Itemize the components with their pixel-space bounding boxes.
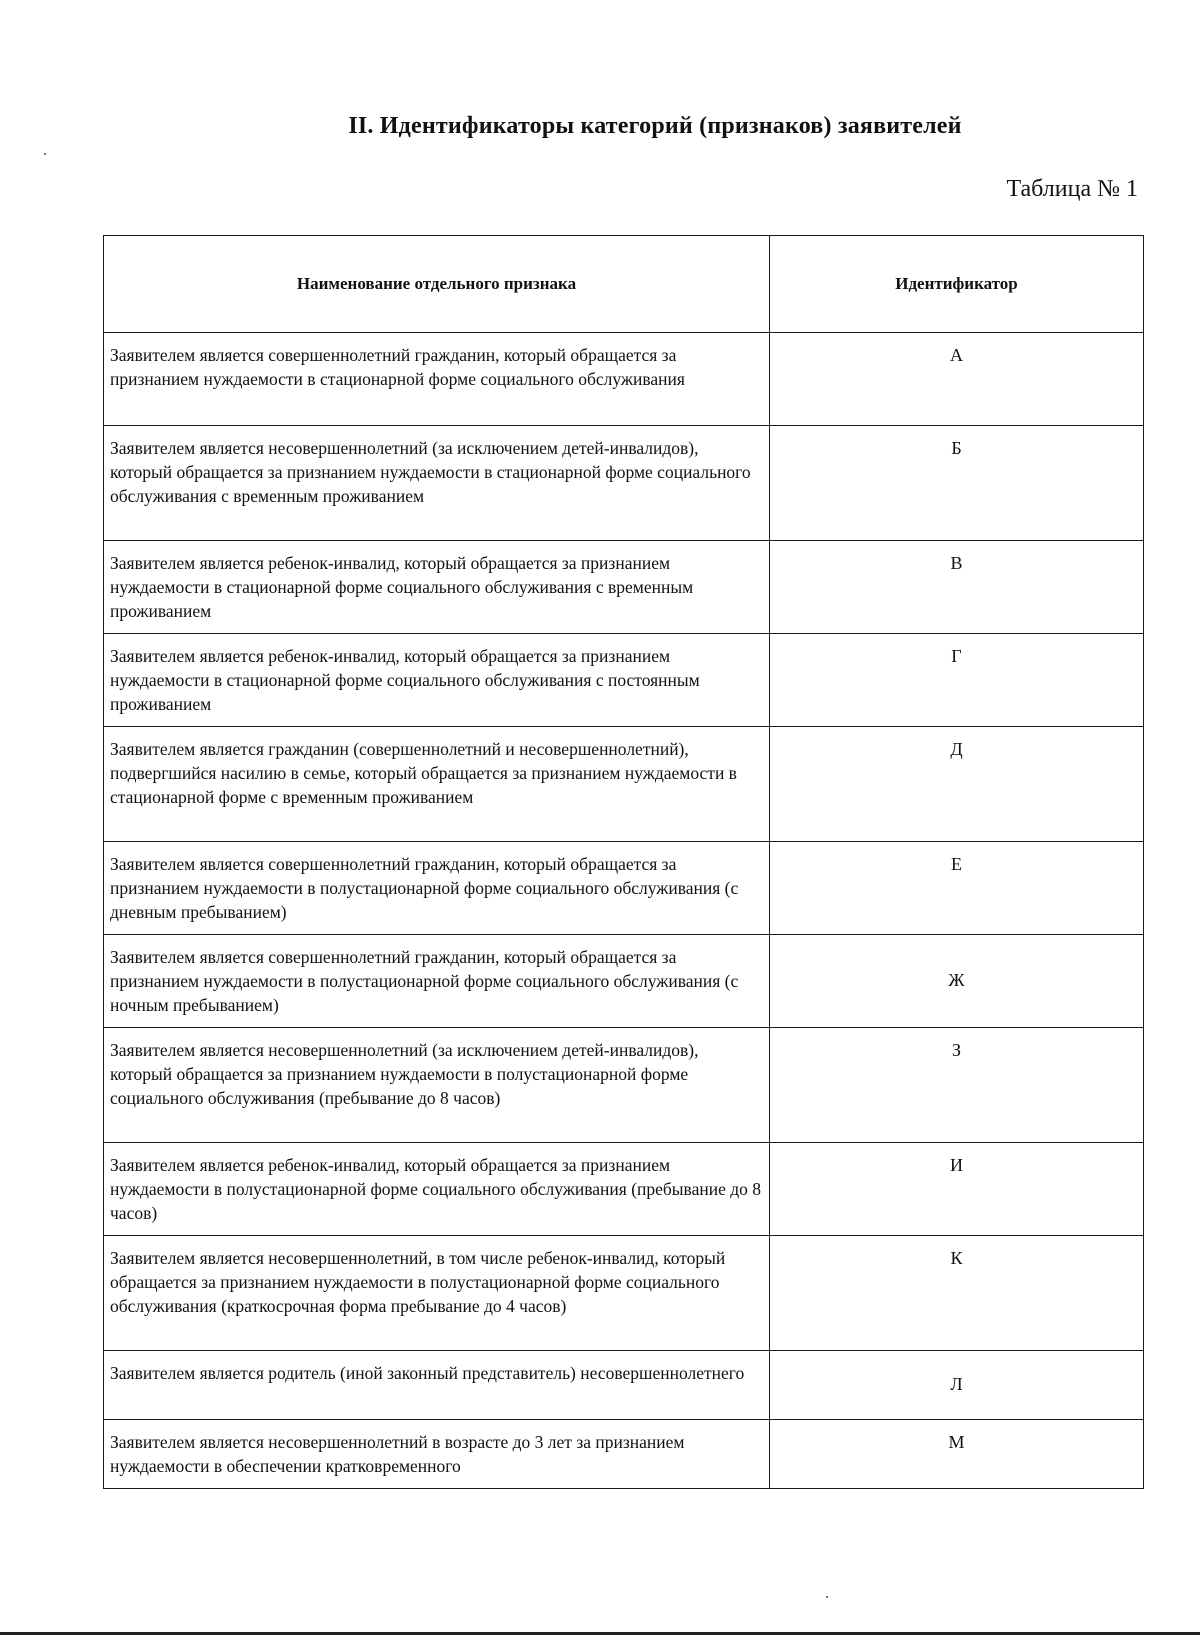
row-description: Заявителем является ребенок-инвалид, который обращается за признанием нуждаемости в стационарной форме социального обслуживания с временным проживанием	[104, 541, 770, 634]
row-identifier: Д	[770, 727, 1144, 842]
table-row	[104, 1236, 1144, 1351]
row-description: Заявителем является несовершеннолетний в возрасте до 3 лет за признанием нуждаемости в обеспечении кратковременного	[104, 1420, 770, 1489]
row-identifier: И	[770, 1143, 1144, 1236]
row-description: Заявителем является совершеннолетний гражданин, который обращается за признанием нуждаемости в стационарной форме социального обслуживания	[104, 333, 770, 426]
table-row	[104, 842, 1144, 935]
table-row	[104, 1143, 1144, 1236]
table-row	[104, 541, 1144, 634]
row-identifier: Г	[770, 634, 1144, 727]
row-description: Заявителем является несовершеннолетний (за исключением детей-инвалидов), который обращается за признанием нуждаемости в полустационарной форме социального обслуживания (пребывание до 8 часов)	[104, 1028, 770, 1143]
table-row	[104, 1420, 1144, 1489]
row-identifier: Е	[770, 842, 1144, 935]
row-identifier: В	[770, 541, 1144, 634]
table-row	[104, 634, 1144, 727]
identifiers-table	[103, 235, 1144, 1489]
table-number: Таблица № 1	[1006, 176, 1138, 202]
row-identifier: К	[770, 1236, 1144, 1351]
row-description: Заявителем является родитель (иной законный представитель) несовершеннолетнего	[104, 1351, 770, 1420]
table-row	[104, 1351, 1144, 1420]
table-row	[104, 1028, 1144, 1143]
row-description: Заявителем является совершеннолетний гражданин, который обращается за признанием нуждаемости в полустационарной форме социального обслуживания (с дневным пребыванием)	[104, 842, 770, 935]
row-identifier: Л	[770, 1351, 1144, 1420]
table-row	[104, 935, 1144, 1028]
table-row	[104, 727, 1144, 842]
row-description: Заявителем является ребенок-инвалид, который обращается за признанием нуждаемости в стационарной форме социального обслуживания с постоянным проживанием	[104, 634, 770, 727]
row-identifier: З	[770, 1028, 1144, 1143]
row-description: Заявителем является гражданин (совершеннолетний и несовершеннолетний), подвергшийся насилию в семье, который обращается за признанием нуждаемости в стационарной форме с временным проживанием	[104, 727, 770, 842]
header-feature-name: Наименование отдельного признака	[104, 236, 770, 333]
table-header-row	[104, 236, 1144, 333]
row-identifier: М	[770, 1420, 1144, 1489]
row-description: Заявителем является несовершеннолетний, в том числе ребенок-инвалид, который обращается за признанием нуждаемости в полустационарной форме социального обслуживания (краткосрочная форма пребывание до 4 часов)	[104, 1236, 770, 1351]
row-description: Заявителем является несовершеннолетний (за исключением детей-инвалидов), который обращается за признанием нуждаемости в стационарной форме социального обслуживания с временным проживанием	[104, 426, 770, 541]
header-identifier: Идентификатор	[770, 236, 1144, 333]
row-description: Заявителем является совершеннолетний гражданин, который обращается за признанием нуждаемости в полустационарной форме социального обслуживания (с ночным пребыванием)	[104, 935, 770, 1028]
table-row	[104, 426, 1144, 541]
row-description: Заявителем является ребенок-инвалид, который обращается за признанием нуждаемости в полустационарной форме социального обслуживания (пребывание до 8 часов)	[104, 1143, 770, 1236]
row-identifier: Ж	[770, 935, 1144, 1028]
row-identifier: Б	[770, 426, 1144, 541]
table-row	[104, 333, 1144, 426]
scan-speck	[44, 153, 46, 155]
row-identifier: А	[770, 333, 1144, 426]
scan-speck	[826, 1596, 828, 1598]
page-title: II. Идентификаторы категорий (признаков) заявителей	[348, 113, 962, 139]
identifiers-table-container	[103, 235, 1143, 1489]
